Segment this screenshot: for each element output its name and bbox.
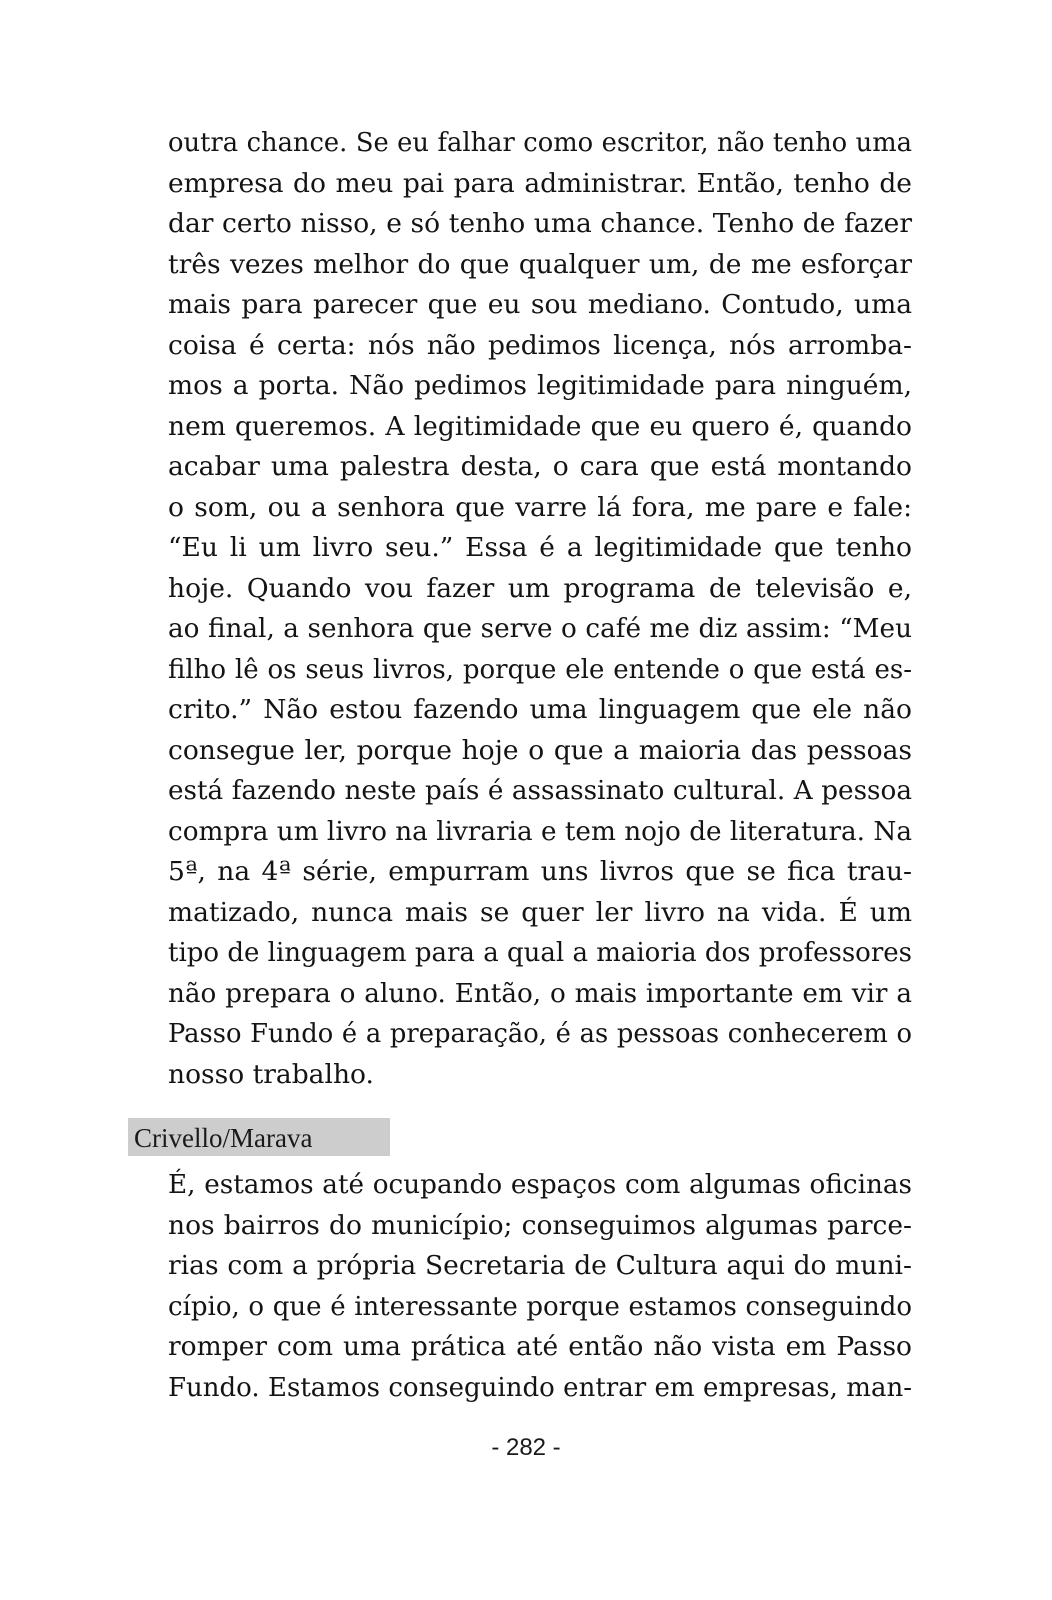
text-line: dar certo nisso, e só tenho uma chance. Tenho de fazer: [168, 208, 912, 239]
text-line: rias com a própria Secretaria de Cultura aqui do muni-: [168, 1250, 912, 1281]
text-line: está fazendo neste país é assassinato cultural. A pessoa: [168, 776, 912, 806]
text-line: mos a porta. Não pedimos legitimidade para ninguém,: [168, 370, 912, 401]
text-line: “Eu li um livro seu.” Essa é a legitimidade que tenho: [168, 532, 912, 563]
paragraph-main: [168, 123, 912, 1095]
text-line: ao final, a senhora que serve o café me diz assim: “Meu: [168, 614, 912, 644]
text-line: Passo Fundo é a preparação, é as pessoas conhecerem o: [168, 1019, 912, 1049]
text-line: matizado, nunca mais se quer ler livro na vida. É um: [168, 896, 912, 928]
text-line: crito.” Não estou fazendo uma linguagem que ele não: [168, 694, 912, 725]
text-line: tipo de linguagem para a qual a maioria dos professores: [168, 938, 912, 968]
page-number: - 282 -: [491, 1434, 561, 1461]
text-line: o som, ou a senhora que varre lá fora, me pare e fale:: [168, 491, 912, 523]
text-line: romper com uma prática até então não vista em Passo: [168, 1331, 912, 1362]
paragraph-reply: [168, 1165, 912, 1408]
text-line: É, estamos até ocupando espaços com algumas oficinas: [168, 1170, 912, 1200]
text-line: nosso trabalho.: [168, 1058, 374, 1090]
text-line: três vezes melhor do que qualquer um, de me esforçar: [168, 248, 912, 280]
speaker-label-box: [128, 1118, 390, 1156]
text-line: hoje. Quando vou fazer um programa de televisão e,: [168, 572, 912, 604]
text-line: empresa do meu pai para administrar. Então, tenho de: [168, 167, 912, 199]
text-line: acabar uma palestra desta, o cara que está montando: [168, 451, 912, 482]
text-line: cípio, o que é interessante porque estamos conseguindo: [168, 1291, 912, 1322]
text-line: filho lê os seus livros, porque ele entende o que está es-: [168, 654, 912, 685]
text-line: compra um livro na livraria e tem nojo de literatura. Na: [168, 816, 912, 847]
text-line: não prepara o aluno. Então, o mais importante em vir a: [168, 978, 912, 1009]
text-line: nos bairros do município; conseguimos algumas parce-: [168, 1209, 912, 1241]
text-line: nem queremos. A legitimidade que eu quero é, quando: [168, 410, 912, 442]
text-line: coisa é certa: nós não pedimos licença, nós arromba-: [168, 329, 912, 361]
text-line: outra chance. Se eu falhar como escritor, não tenho uma: [168, 128, 912, 158]
text-line: mais para parecer que eu sou mediano. Contudo, uma: [168, 289, 912, 320]
speaker-label: Crivello/Marava: [134, 1123, 313, 1153]
text-line: consegue ler, porque hoje o que a maioria das pessoas: [168, 734, 912, 766]
text-line: 5ª, na 4ª série, empurram uns livros que se fica trau-: [168, 856, 912, 887]
text-line: Fundo. Estamos conseguindo entrar em empresas, man-: [168, 1372, 912, 1403]
